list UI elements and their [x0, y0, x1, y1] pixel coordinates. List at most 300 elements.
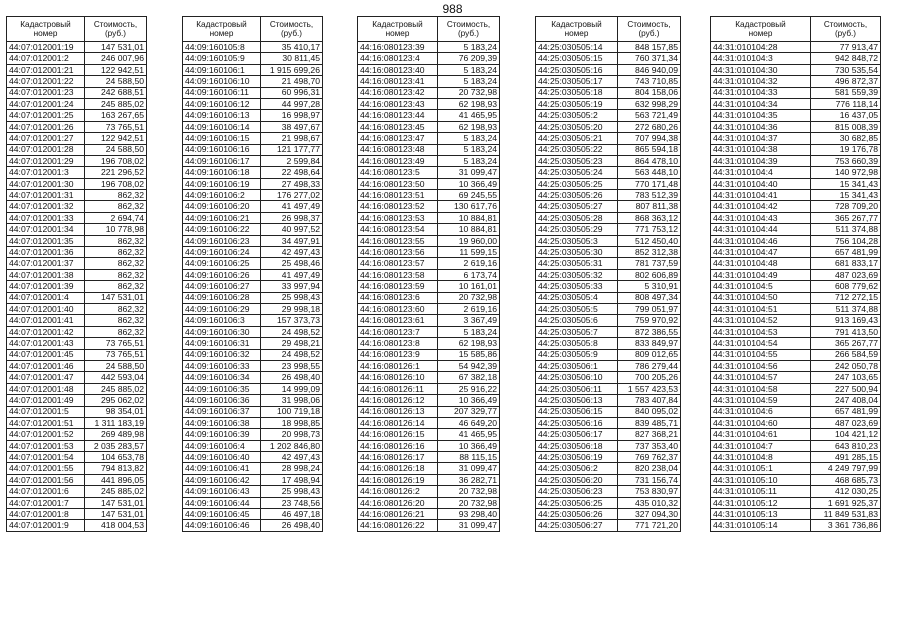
cadastral-number-cell: 44:09:160106:26 [183, 269, 261, 280]
cadastral-number-cell: 44:25:030505:8 [536, 338, 618, 349]
cost-cell: 581 559,39 [811, 87, 881, 98]
cost-cell: 5 183,24 [438, 42, 500, 53]
cost-cell: 10 884,81 [438, 212, 500, 223]
table-row [536, 281, 681, 292]
cost-cell: 19 960,00 [438, 235, 500, 246]
cost-cell: 23 998,55 [261, 360, 323, 371]
table-row [711, 190, 881, 201]
cadastral-number-cell: 44:09:160106:46 [183, 520, 261, 531]
table-row [7, 497, 147, 508]
cost-cell: 10 778,98 [85, 224, 147, 235]
page-number: 988 [442, 2, 463, 16]
cost-cell: 1 311 183,19 [85, 417, 147, 428]
table-row [358, 360, 500, 371]
table-row [7, 87, 147, 98]
cadastral-number-cell: 44:09:160106:1 [183, 64, 261, 75]
table-row [536, 121, 681, 132]
cost-cell: 608 779,62 [811, 281, 881, 292]
cost-cell: 365 267,77 [811, 212, 881, 223]
cadastral-number-cell: 44:16:080126:18 [358, 463, 438, 474]
cadastral-number-cell: 44:16:080123:4 [358, 53, 438, 64]
cost-cell: 11 599,15 [438, 247, 500, 258]
cadastral-number-cell: 44:16:080123:52 [358, 201, 438, 212]
cost-cell: 794 813,82 [85, 463, 147, 474]
cadastral-number-cell: 44:31:010104:35 [711, 110, 811, 121]
cost-cell: 10 366,49 [438, 178, 500, 189]
cadastral-number-cell: 44:16:080123:7 [358, 326, 438, 337]
cadastral-number-cell: 44:31:010104:53 [711, 326, 811, 337]
table-row [711, 87, 881, 98]
cadastral-number-cell: 44:31:010104:49 [711, 269, 811, 280]
cadastral-number-cell: 44:09:160106:39 [183, 429, 261, 440]
cost-cell: 365 267,77 [811, 338, 881, 349]
table-row [358, 338, 500, 349]
cadastral-number-cell: 44:31:010104:28 [711, 42, 811, 53]
cost-cell: 140 972,98 [811, 167, 881, 178]
cadastral-number-cell: 44:09:160106:30 [183, 326, 261, 337]
cost-cell: 24 588,50 [85, 144, 147, 155]
cadastral-number-cell: 44:07:012001:4 [7, 292, 85, 303]
table-row [536, 133, 681, 144]
table-row [711, 235, 881, 246]
cost-cell: 207 329,77 [438, 406, 500, 417]
table-row [7, 440, 147, 451]
table-row [7, 269, 147, 280]
table-row [183, 349, 323, 360]
table-row [7, 326, 147, 337]
table-row [358, 64, 500, 75]
table-row [358, 190, 500, 201]
table-row [358, 497, 500, 508]
cost-cell: 833 849,97 [618, 338, 681, 349]
table-row [358, 212, 500, 223]
cost-cell: 16 437,05 [811, 110, 881, 121]
cadastral-number-cell: 44:25:030505:15 [536, 53, 618, 64]
cadastral-number-cell: 44:16:080126:16 [358, 440, 438, 451]
cost-cell: 512 450,40 [618, 235, 681, 246]
table-row [536, 474, 681, 485]
cost-cell: 808 497,34 [618, 292, 681, 303]
cadastral-number-cell: 44:09:160106:4 [183, 440, 261, 451]
table-row [183, 303, 323, 314]
table-row [711, 224, 881, 235]
cost-cell: 62 198,93 [438, 98, 500, 109]
cadastral-number-cell: 44:16:080126:10 [358, 372, 438, 383]
cadastral-number-cell: 44:16:080126:15 [358, 429, 438, 440]
cost-cell: 783 512,39 [618, 190, 681, 201]
table-row [711, 281, 881, 292]
cost-cell: 73 765,51 [85, 121, 147, 132]
cost-cell: 104 653,78 [85, 452, 147, 463]
table-row [358, 440, 500, 451]
cadastral-number-cell: 44:16:080123:61 [358, 315, 438, 326]
cost-cell: 848 157,85 [618, 42, 681, 53]
table-row [711, 372, 881, 383]
cost-cell: 25 916,22 [438, 383, 500, 394]
cost-cell: 26 498,40 [261, 520, 323, 531]
cost-cell: 100 719,18 [261, 406, 323, 417]
cost-cell: 5 183,24 [438, 326, 500, 337]
cost-cell: 809 012,65 [618, 349, 681, 360]
table-row [711, 76, 881, 87]
table-row [536, 224, 681, 235]
cadastral-number-cell: 44:09:160106:41 [183, 463, 261, 474]
table-row [358, 247, 500, 258]
cadastral-number-cell: 44:09:160106:12 [183, 98, 261, 109]
cadastral-number-cell: 44:25:030505:30 [536, 247, 618, 258]
cadastral-number-cell: 44:09:160106:24 [183, 247, 261, 258]
cadastral-number-cell: 44:09:160106:22 [183, 224, 261, 235]
cadastral-number-cell: 44:31:010104:40 [711, 178, 811, 189]
cost-cell: 42 497,43 [261, 247, 323, 258]
cost-cell: 31 099,47 [438, 520, 500, 531]
cost-cell: 62 198,93 [438, 121, 500, 132]
cost-cell: 196 708,02 [85, 178, 147, 189]
cost-cell: 269 489,98 [85, 429, 147, 440]
cost-cell: 88 115,15 [438, 452, 500, 463]
table-row [358, 258, 500, 269]
cadastral-number-cell: 44:31:010104:55 [711, 349, 811, 360]
table-row [358, 463, 500, 474]
table-row [711, 212, 881, 223]
cost-cell: 776 118,14 [811, 98, 881, 109]
table-row [536, 520, 681, 531]
table-row [358, 155, 500, 166]
cadastral-number-cell: 44:31:010104:7 [711, 440, 811, 451]
cadastral-number-cell: 44:31:010105:1 [711, 463, 811, 474]
cadastral-number-cell: 44:09:160106:25 [183, 258, 261, 269]
cadastral-number-cell: 44:09:160106:20 [183, 201, 261, 212]
cost-cell: 246 007,96 [85, 53, 147, 64]
cost-cell: 30 682,85 [811, 133, 881, 144]
cost-cell: 1 202 846,80 [261, 440, 323, 451]
table-row [358, 395, 500, 406]
table-row [7, 383, 147, 394]
cost-cell: 872 386,55 [618, 326, 681, 337]
cadastral-number-cell: 44:16:080123:44 [358, 110, 438, 121]
cost-cell: 771 753,12 [618, 224, 681, 235]
cadastral-number-cell: 44:07:012001:33 [7, 212, 85, 223]
cost-cell: 412 030,25 [811, 486, 881, 497]
cadastral-number-cell: 44:09:160106:27 [183, 281, 261, 292]
table-row [183, 452, 323, 463]
cadastral-number-cell: 44:09:160106:23 [183, 235, 261, 246]
table-row [183, 269, 323, 280]
table-row [183, 64, 323, 75]
table-row [711, 110, 881, 121]
table-row [183, 98, 323, 109]
cadastral-number-cell: 44:16:080123:57 [358, 258, 438, 269]
cost-cell: 10 884,81 [438, 224, 500, 235]
cadastral-number-cell: 44:25:030506:15 [536, 406, 618, 417]
cadastral-number-cell: 44:31:010104:30 [711, 64, 811, 75]
cost-cell: 862,32 [85, 303, 147, 314]
cadastral-number-cell: 44:31:010104:57 [711, 372, 811, 383]
cost-cell: 20 732,98 [438, 497, 500, 508]
cadastral-number-cell: 44:07:012001:24 [7, 98, 85, 109]
table-row [711, 303, 881, 314]
cost-cell: 5 183,24 [438, 155, 500, 166]
cost-cell: 15 341,43 [811, 190, 881, 201]
cost-cell: 700 205,26 [618, 372, 681, 383]
cadastral-number-cell: 44:07:012001:42 [7, 326, 85, 337]
table-row [711, 167, 881, 178]
cadastral-number-cell: 44:25:030505:9 [536, 349, 618, 360]
cost-cell: 770 171,48 [618, 178, 681, 189]
table-row [358, 372, 500, 383]
cost-cell: 4 249 797,99 [811, 463, 881, 474]
table-row [536, 235, 681, 246]
cost-cell: 815 008,39 [811, 121, 881, 132]
cost-cell: 33 997,94 [261, 281, 323, 292]
cadastral-number-cell: 44:09:160106:29 [183, 303, 261, 314]
table-row [183, 281, 323, 292]
cost-cell: 272 680,26 [618, 121, 681, 132]
table-row [536, 110, 681, 121]
cadastral-number-cell: 44:07:012001:45 [7, 349, 85, 360]
cost-cell: 491 285,15 [811, 452, 881, 463]
table-row [711, 417, 881, 428]
table-row [183, 167, 323, 178]
table-row [183, 395, 323, 406]
table-row [183, 474, 323, 485]
table-row [358, 315, 500, 326]
table-row [358, 349, 500, 360]
cadastral-number-cell: 44:07:012001:6 [7, 486, 85, 497]
table-row [7, 338, 147, 349]
cost-cell: 657 481,99 [811, 406, 881, 417]
table-row [358, 474, 500, 485]
cost-cell: 11 849 531,83 [811, 509, 881, 520]
cadastral-number-cell: 44:31:010104:3 [711, 53, 811, 64]
cost-cell: 121 177,77 [261, 144, 323, 155]
cadastral-number-cell: 44:09:160106:13 [183, 110, 261, 121]
cadastral-number-cell: 44:16:080126:2 [358, 486, 438, 497]
cost-cell: 20 732,98 [438, 486, 500, 497]
table-row [7, 281, 147, 292]
cost-cell: 2 599,84 [261, 155, 323, 166]
cadastral-number-cell: 44:16:080123:41 [358, 76, 438, 87]
cadastral-number-cell: 44:07:012001:2 [7, 53, 85, 64]
cadastral-number-cell: 44:07:012001:5 [7, 406, 85, 417]
table-row [7, 144, 147, 155]
table-row [183, 247, 323, 258]
table-row [7, 303, 147, 314]
table-row [358, 326, 500, 337]
table-row [7, 474, 147, 485]
header-cadastral-number: Кадастровый номер [711, 17, 811, 42]
cost-cell: 2 619,16 [438, 258, 500, 269]
table-row [358, 235, 500, 246]
cadastral-number-cell: 44:31:010105:14 [711, 520, 811, 531]
cadastral-number-cell: 44:25:030506:1 [536, 360, 618, 371]
cadastral-number-cell: 44:31:010104:42 [711, 201, 811, 212]
cost-cell: 756 104,28 [811, 235, 881, 246]
cadastral-number-cell: 44:07:012001:30 [7, 178, 85, 189]
cost-cell: 496 872,37 [811, 76, 881, 87]
table-row [711, 121, 881, 132]
cost-cell: 783 407,84 [618, 395, 681, 406]
cost-cell: 862,32 [85, 235, 147, 246]
cadastral-number-cell: 44:09:160106:45 [183, 509, 261, 520]
table-row [7, 64, 147, 75]
table-row [711, 258, 881, 269]
table-row [536, 269, 681, 280]
cost-cell: 54 942,39 [438, 360, 500, 371]
cost-cell: 862,32 [85, 326, 147, 337]
cadastral-number-cell: 44:25:030505:3 [536, 235, 618, 246]
cost-cell: 759 970,92 [618, 315, 681, 326]
cost-cell: 73 765,51 [85, 349, 147, 360]
cost-cell: 868 363,12 [618, 212, 681, 223]
cadastral-number-cell: 44:07:012001:21 [7, 64, 85, 75]
cadastral-number-cell: 44:07:012001:39 [7, 281, 85, 292]
cadastral-number-cell: 44:31:010104:41 [711, 190, 811, 201]
cadastral-number-cell: 44:09:160106:37 [183, 406, 261, 417]
cadastral-number-cell: 44:16:080123:51 [358, 190, 438, 201]
cadastral-number-cell: 44:07:012001:31 [7, 190, 85, 201]
table-row [711, 338, 881, 349]
cost-cell: 839 485,71 [618, 417, 681, 428]
cost-cell: 29 498,21 [261, 338, 323, 349]
cost-cell: 781 737,59 [618, 258, 681, 269]
cadastral-number-cell: 44:31:010104:34 [711, 98, 811, 109]
cadastral-number-cell: 44:09:160106:21 [183, 212, 261, 223]
cadastral-number-cell: 44:16:080126:13 [358, 406, 438, 417]
cadastral-number-cell: 44:16:080126:12 [358, 395, 438, 406]
cost-cell: 802 606,89 [618, 269, 681, 280]
table-row [183, 190, 323, 201]
cadastral-table [535, 16, 681, 532]
cost-cell: 20 732,98 [438, 87, 500, 98]
cost-cell: 487 023,69 [811, 269, 881, 280]
table-row [536, 326, 681, 337]
cost-cell: 41 465,95 [438, 110, 500, 121]
table-row [711, 133, 881, 144]
cost-cell: 2 035 283,57 [85, 440, 147, 451]
table-row [711, 406, 881, 417]
cadastral-number-cell: 44:09:160105:9 [183, 53, 261, 64]
table-row [183, 53, 323, 64]
table-row [711, 64, 881, 75]
table-row [536, 360, 681, 371]
cadastral-number-cell: 44:31:010104:54 [711, 338, 811, 349]
cost-cell: 40 997,52 [261, 224, 323, 235]
table-row [358, 383, 500, 394]
cost-cell: 44 997,28 [261, 98, 323, 109]
cost-cell: 176 277,02 [261, 190, 323, 201]
cost-cell: 435 010,32 [618, 497, 681, 508]
table-row [183, 360, 323, 371]
table-row [358, 520, 500, 531]
table-row [7, 292, 147, 303]
table-row [358, 486, 500, 497]
table-row [711, 395, 881, 406]
cadastral-number-cell: 44:09:160106:17 [183, 155, 261, 166]
cost-cell: 196 708,02 [85, 155, 147, 166]
table-row [7, 406, 147, 417]
cadastral-number-cell: 44:31:010104:60 [711, 417, 811, 428]
table-row [536, 463, 681, 474]
cadastral-number-cell: 44:07:012001:38 [7, 269, 85, 280]
cadastral-number-cell: 44:07:012001:23 [7, 87, 85, 98]
cost-cell: 21 498,70 [261, 76, 323, 87]
table-row [536, 349, 681, 360]
table-row [536, 338, 681, 349]
cadastral-number-cell: 44:09:160106:32 [183, 349, 261, 360]
table-row [7, 509, 147, 520]
table-row [7, 258, 147, 269]
cadastral-number-cell: 44:31:010104:38 [711, 144, 811, 155]
cadastral-number-cell: 44:07:012001:7 [7, 497, 85, 508]
table-row [7, 463, 147, 474]
cadastral-number-cell: 44:16:080123:48 [358, 144, 438, 155]
cadastral-number-cell: 44:25:030506:13 [536, 395, 618, 406]
cadastral-number-cell: 44:16:080123:9 [358, 349, 438, 360]
cadastral-number-cell: 44:07:012001:27 [7, 133, 85, 144]
table-row [183, 326, 323, 337]
cost-cell: 73 765,51 [85, 338, 147, 349]
cost-cell: 643 810,23 [811, 440, 881, 451]
cost-cell: 5 183,24 [438, 64, 500, 75]
header-cadastral-number: Кадастровый номер [7, 17, 85, 42]
cadastral-number-cell: 44:09:160106:16 [183, 144, 261, 155]
table-row [358, 98, 500, 109]
cadastral-number-cell: 44:31:010105:12 [711, 497, 811, 508]
cost-cell: 295 062,02 [85, 395, 147, 406]
table-row [536, 395, 681, 406]
cadastral-number-cell: 44:31:010104:32 [711, 76, 811, 87]
cadastral-number-cell: 44:09:160106:14 [183, 121, 261, 132]
cost-cell: 942 848,72 [811, 53, 881, 64]
cost-cell: 5 183,24 [438, 133, 500, 144]
cost-cell: 799 051,97 [618, 303, 681, 314]
cost-cell: 266 584,59 [811, 349, 881, 360]
cost-cell: 163 267,65 [85, 110, 147, 121]
table-row [536, 509, 681, 520]
cost-cell: 707 994,38 [618, 133, 681, 144]
cost-cell: 862,32 [85, 190, 147, 201]
cost-cell: 442 593,04 [85, 372, 147, 383]
cadastral-number-cell: 44:25:030505:4 [536, 292, 618, 303]
cadastral-number-cell: 44:25:030505:6 [536, 315, 618, 326]
table-row [711, 463, 881, 474]
table-row [358, 167, 500, 178]
header-cost: Стоимость, (руб.) [438, 17, 500, 42]
cost-cell: 807 811,38 [618, 201, 681, 212]
cadastral-number-cell: 44:09:160106:15 [183, 133, 261, 144]
cadastral-number-cell: 44:07:012001:8 [7, 509, 85, 520]
cadastral-number-cell: 44:31:010104:56 [711, 360, 811, 371]
cost-cell: 563 721,49 [618, 110, 681, 121]
cost-cell: 5 183,24 [438, 76, 500, 87]
cadastral-number-cell: 44:25:030505:32 [536, 269, 618, 280]
cost-cell: 327 094,30 [618, 509, 681, 520]
table-row [7, 76, 147, 87]
table-row [711, 349, 881, 360]
table-row [711, 474, 881, 485]
cadastral-number-cell: 44:16:080126:1 [358, 360, 438, 371]
cadastral-number-cell: 44:31:010104:33 [711, 87, 811, 98]
cadastral-number-cell: 44:31:010104:37 [711, 133, 811, 144]
table-row [711, 292, 881, 303]
cost-cell: 730 535,54 [811, 64, 881, 75]
cost-cell: 17 498,94 [261, 474, 323, 485]
table-row [358, 53, 500, 64]
table-row [183, 212, 323, 223]
cost-cell: 441 896,05 [85, 474, 147, 485]
cadastral-number-cell: 44:31:010104:5 [711, 281, 811, 292]
